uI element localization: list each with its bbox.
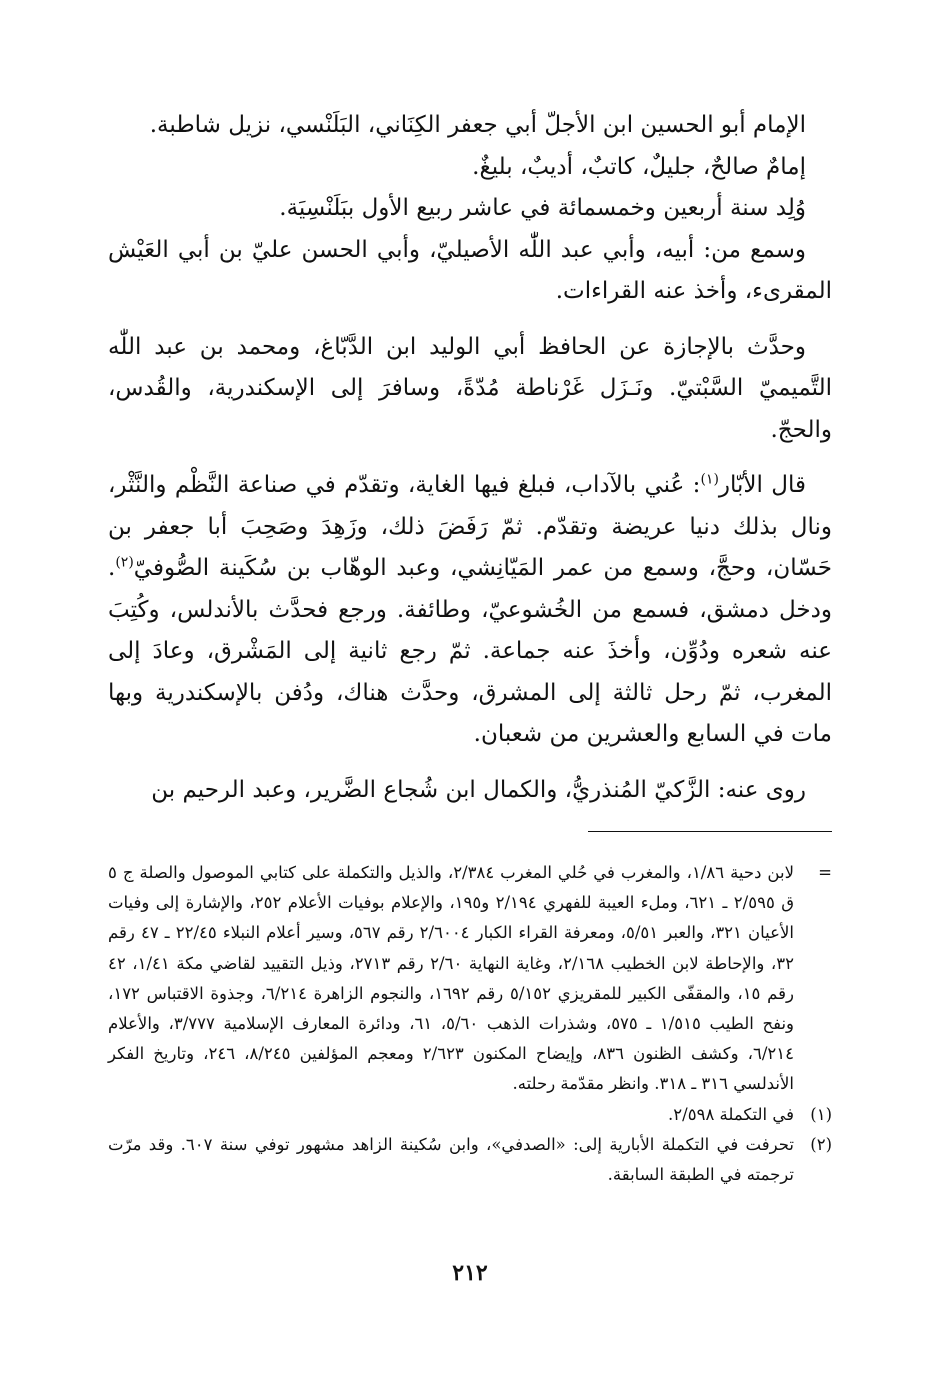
footnote-1-text: في التكملة ٢/٥٩٨. — [668, 1104, 794, 1124]
footnotes — [108, 858, 832, 1190]
paragraph-teachers: وسمع من: أبيه، وأبي عبد اللّٰه الأصيليّ، وأبي الحسن عليّ بن أبي العَيْش المقرىء، وأخذ عنه القراءات. — [108, 236, 832, 304]
footnote-continued — [108, 858, 832, 1100]
paragraph-narrators: روى عنه: الزَّكيّ المُنذريُّ، والكمال ابن شُجاع الضَّرير، وعبد الرحيم بن — [151, 776, 806, 803]
paragraph-description: إمامٌ صالحٌ، جليلٌ، كاتبٌ، أديبٌ، بليغٌ. — [472, 153, 806, 180]
main-text — [108, 105, 832, 811]
quote-intro: قال الأبّار — [718, 472, 806, 498]
footnote-separator — [588, 831, 832, 832]
paragraph-ijaza: وحدَّث بالإجازة عن الحافظ أبي الوليد ابن الدَّبّاغ، ومحمد بن عبد اللّٰه التَّميميّ السَّبْتيّ. ونَـزَل غَرْناطة مُدّةً، وسافرَ إلى الإسكندرية، والقُدس، والحجّ. — [108, 333, 832, 443]
footnote-continued-mark: = — [818, 863, 832, 882]
paragraph-name: الإمام أبو الحسين ابن الأجلّ أبي جعفر الكِنَاني، البَلَنْسي، نزيل شاطبة. — [149, 112, 806, 138]
footnote-ref-1: (١) — [700, 471, 719, 488]
footnote-1-mark: (١) — [810, 1104, 832, 1124]
footnote-ref-2: (٢) — [115, 554, 134, 571]
page-number: ٢١٢ — [452, 1260, 488, 1286]
footnote-2 — [108, 1130, 832, 1190]
quote-body: : عُني بالآداب، فبلغ فيها الغاية، وتقدّم في صناعة النَّظْم والنَّثْر، ونال بذلك دنيا عريضة وتقدّم. ثمّ رَفَضَ ذلك، وزَهِدَ وصَحِبَ أبا جعفر بن حَسّان، وحجَّ، وسمع من عمر المَيّانِشي، وعبد الوهّاب بن سُكَينة الصُّوفيّ — [108, 472, 832, 581]
footnote-continued-text: لابن دحية ١/٨٦، والمغرب في حُلي المغرب ٢/٣٨٤، والذيل والتكملة على كتابي الموصول والصلة ج ٥ ق ٢/٥٩٥ ـ ٦٢١، وملء العيبة للفهري ٢/١٩٤ و١٩٥، والإعلام بوفيات الأعلام ٢٥٢، والإشارة إلى وفيات الأعيان ٣٢١، والعبر ٥/٥١، ومعرفة القراء الكبار ٢/٦٠٠٤ رقم ٥٦٧، وسير أعلام النبلاء ٢٢/٤٥ ـ ٤٧ رقم ٣٢، والإحاطة لابن الخطيب ٢/١٦٨، وغاية النهاية ٢/٦٠ رقم ٢٧١٣، وذيل التقييد لقاضي مكة ١/٤١، ٤٢ رقم ١٥، والمقفّى الكبير للمقريزي ٥/١٥٢ رقم ١٦٩٢، والنجوم الزاهرة ٦/٢١٤، وجذوة الاقتباس ١٧٢، ونفح الطيب ١/٥١٥ ـ ٥٧٥، وشذرات الذهب ٥/٦٠، ٦١، ودائرة المعارف الإسلامية ٣/٧٧٧، والأعلام ٦/٢١٤، وكشف الظنون ٨٣٦، وإيضاح المكنون ٢/٦٢٣ ومعجم المؤلفين ٨/٢٤٥، ٢٤٦، وتاريخ الفكر الأندلسي ٣١٦ ـ ٣١٨. وانظر مقدّمة رحلته. — [108, 863, 795, 1094]
footnote-2-text: تحرفت في التكملة الأبارية إلى: «الصدفي»، وابن سُكينة الزاهد مشهور توفي سنة ٦٠٧. وقد مرّت ترجمته في الطبقة السابقة. — [108, 1134, 794, 1185]
footnote-1 — [108, 1100, 832, 1130]
paragraph-birth: وُلِد سنة أربعين وخمسمائة في عاشر ربيع الأول ببَلَنْسِيَة. — [279, 195, 806, 221]
paragraph-abbar-quote — [108, 465, 832, 756]
quote-continuation: . ودخل دمشق، فسمع من الخُشوعيّ، وطائفة. ورجع فحدَّث بالأندلس، وكُتِبَ عنه شعره ودُوِّن، وأخذَ عنه جماعة. ثمّ رجع ثانية إلى المَشْرق، وعادَ إلى المغرب، ثمّ رحل ثالثة إلى المشرق، وحدَّث هناك، ودُفن بالإسكندرية وبها مات في السابع والعشرين من شعبان. — [108, 555, 832, 747]
footnote-2-mark: (٢) — [810, 1134, 832, 1154]
